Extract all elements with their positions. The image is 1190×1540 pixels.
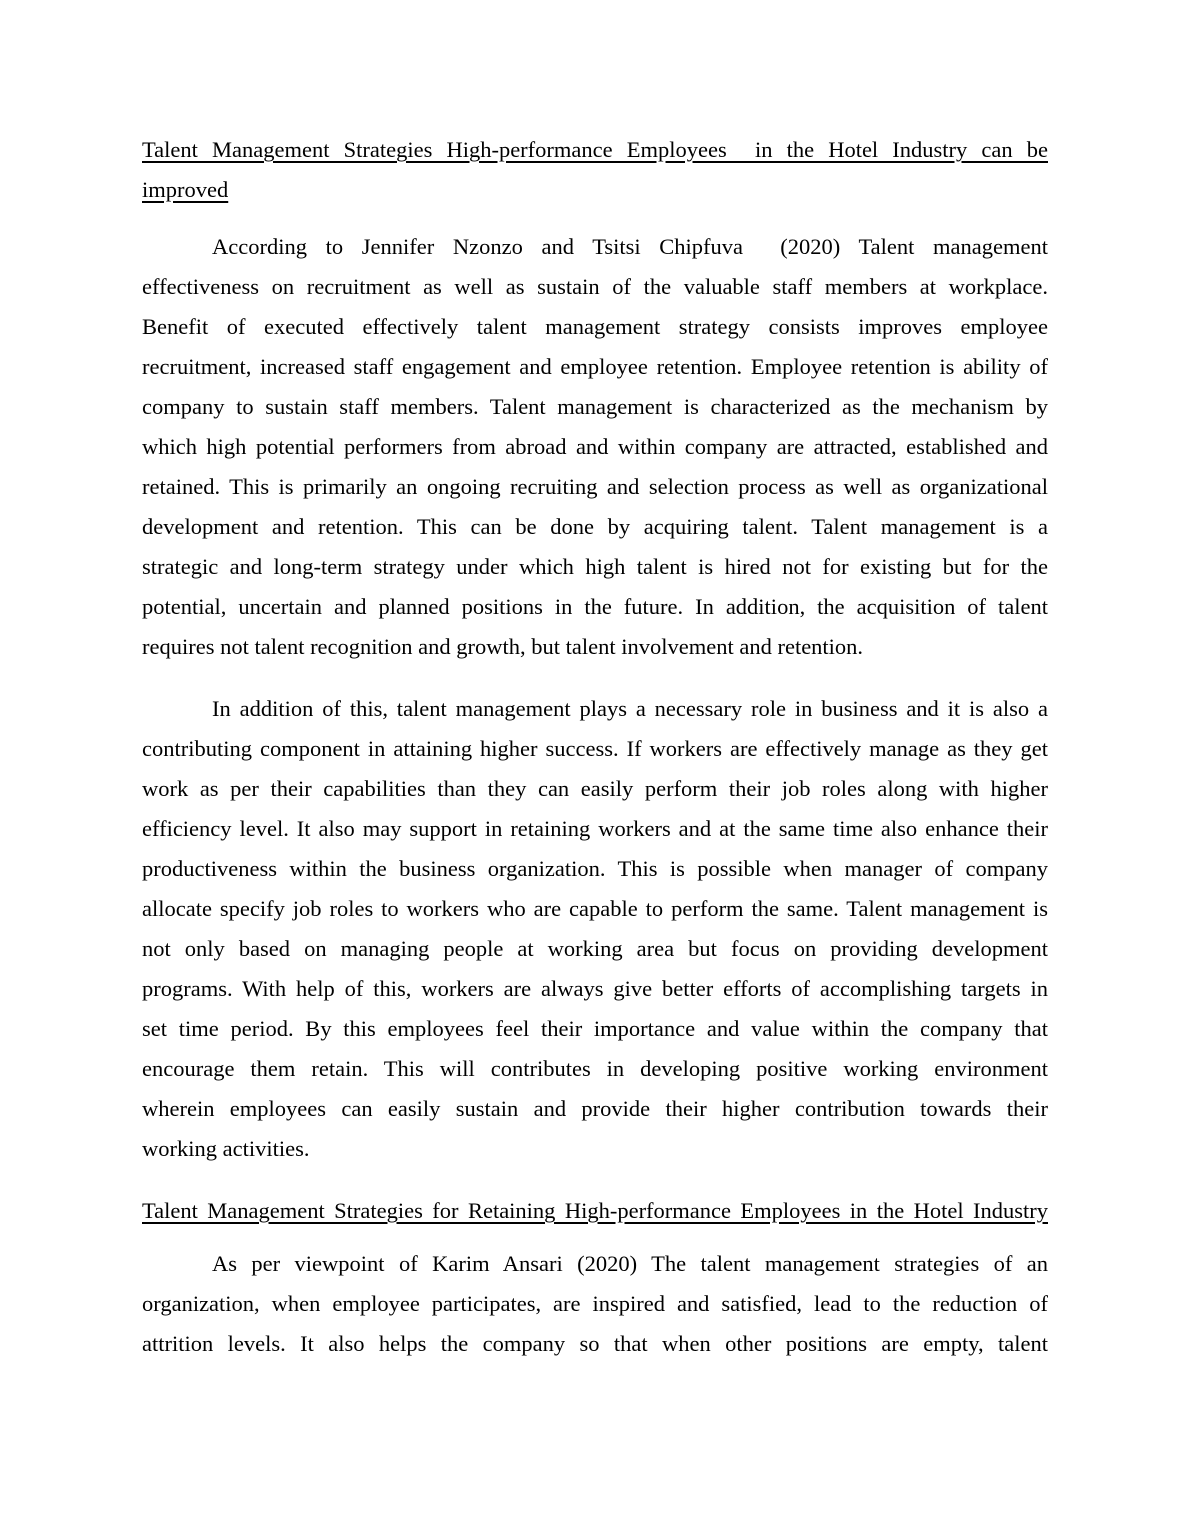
text-line: which high potential performers from abroad and within company are attracted, established and <box>142 434 1048 459</box>
paragraph-3 <box>142 1244 1048 1364</box>
text-line: productiveness within the business organization. This is possible when manager of company <box>142 856 1048 881</box>
heading-line: Talent Management Strategies High-performance Employees in the Hotel Industry can be <box>142 137 1048 162</box>
text-line: company to sustain staff members. Talent management is characterized as the mechanism by <box>142 394 1048 419</box>
text-line: As per viewpoint of Karim Ansari (2020) The talent management strategies of an <box>212 1251 1048 1276</box>
text-line: Benefit of executed effectively talent management strategy consists improves employee <box>142 314 1048 339</box>
text-line: potential, uncertain and planned positions in the future. In addition, the acquisition of talent <box>142 594 1048 619</box>
text-line: encourage them retain. This will contributes in developing positive working environment <box>142 1056 1048 1081</box>
heading-1 <box>142 130 1048 210</box>
text-line: organization, when employee participates, are inspired and satisfied, lead to the reduction of <box>142 1291 1048 1316</box>
paragraph-2 <box>142 689 1048 1169</box>
text-line: development and retention. This can be done by acquiring talent. Talent management is a <box>142 514 1048 539</box>
heading-2 <box>142 1191 1048 1231</box>
text-line: contributing component in attaining higher success. If workers are effectively manage as they get <box>142 736 1048 761</box>
paragraph-1 <box>142 227 1048 667</box>
text-line: working activities. <box>142 1136 310 1161</box>
heading-line: Talent Management Strategies for Retaining High-performance Employees in the Hotel Industry <box>142 1198 1048 1223</box>
text-line: effectiveness on recruitment as well as sustain of the valuable staff members at workplace. <box>142 274 1048 299</box>
text-line: requires not talent recognition and growth, but talent involvement and retention. <box>142 634 864 659</box>
text-line: retained. This is primarily an ongoing recruiting and selection process as well as organizational <box>142 474 1048 499</box>
text-line: According to Jennifer Nzonzo and Tsitsi Chipfuva (2020) Talent management <box>212 234 1048 259</box>
text-line: efficiency level. It also may support in retaining workers and at the same time also enhance their <box>142 816 1048 841</box>
text-line: recruitment, increased staff engagement and employee retention. Employee retention is ability of <box>142 354 1048 379</box>
text-line: allocate specify job roles to workers who are capable to perform the same. Talent management is <box>142 896 1048 921</box>
text-line: wherein employees can easily sustain and provide their higher contribution towards their <box>142 1096 1048 1121</box>
document-body <box>142 130 1048 1386</box>
heading-line: improved <box>142 177 229 202</box>
text-line: not only based on managing people at working area but focus on providing development <box>142 936 1048 961</box>
text-line: strategic and long-term strategy under which high talent is hired not for existing but for the <box>142 554 1048 579</box>
text-line: In addition of this, talent management plays a necessary role in business and it is also a <box>212 696 1048 721</box>
text-line: attrition levels. It also helps the company so that when other positions are empty, talent <box>142 1331 1048 1356</box>
text-line: set time period. By this employees feel their importance and value within the company that <box>142 1016 1048 1041</box>
text-line: work as per their capabilities than they can easily perform their job roles along with higher <box>142 776 1048 801</box>
text-line: programs. With help of this, workers are always give better efforts of accomplishing targets in <box>142 976 1048 1001</box>
